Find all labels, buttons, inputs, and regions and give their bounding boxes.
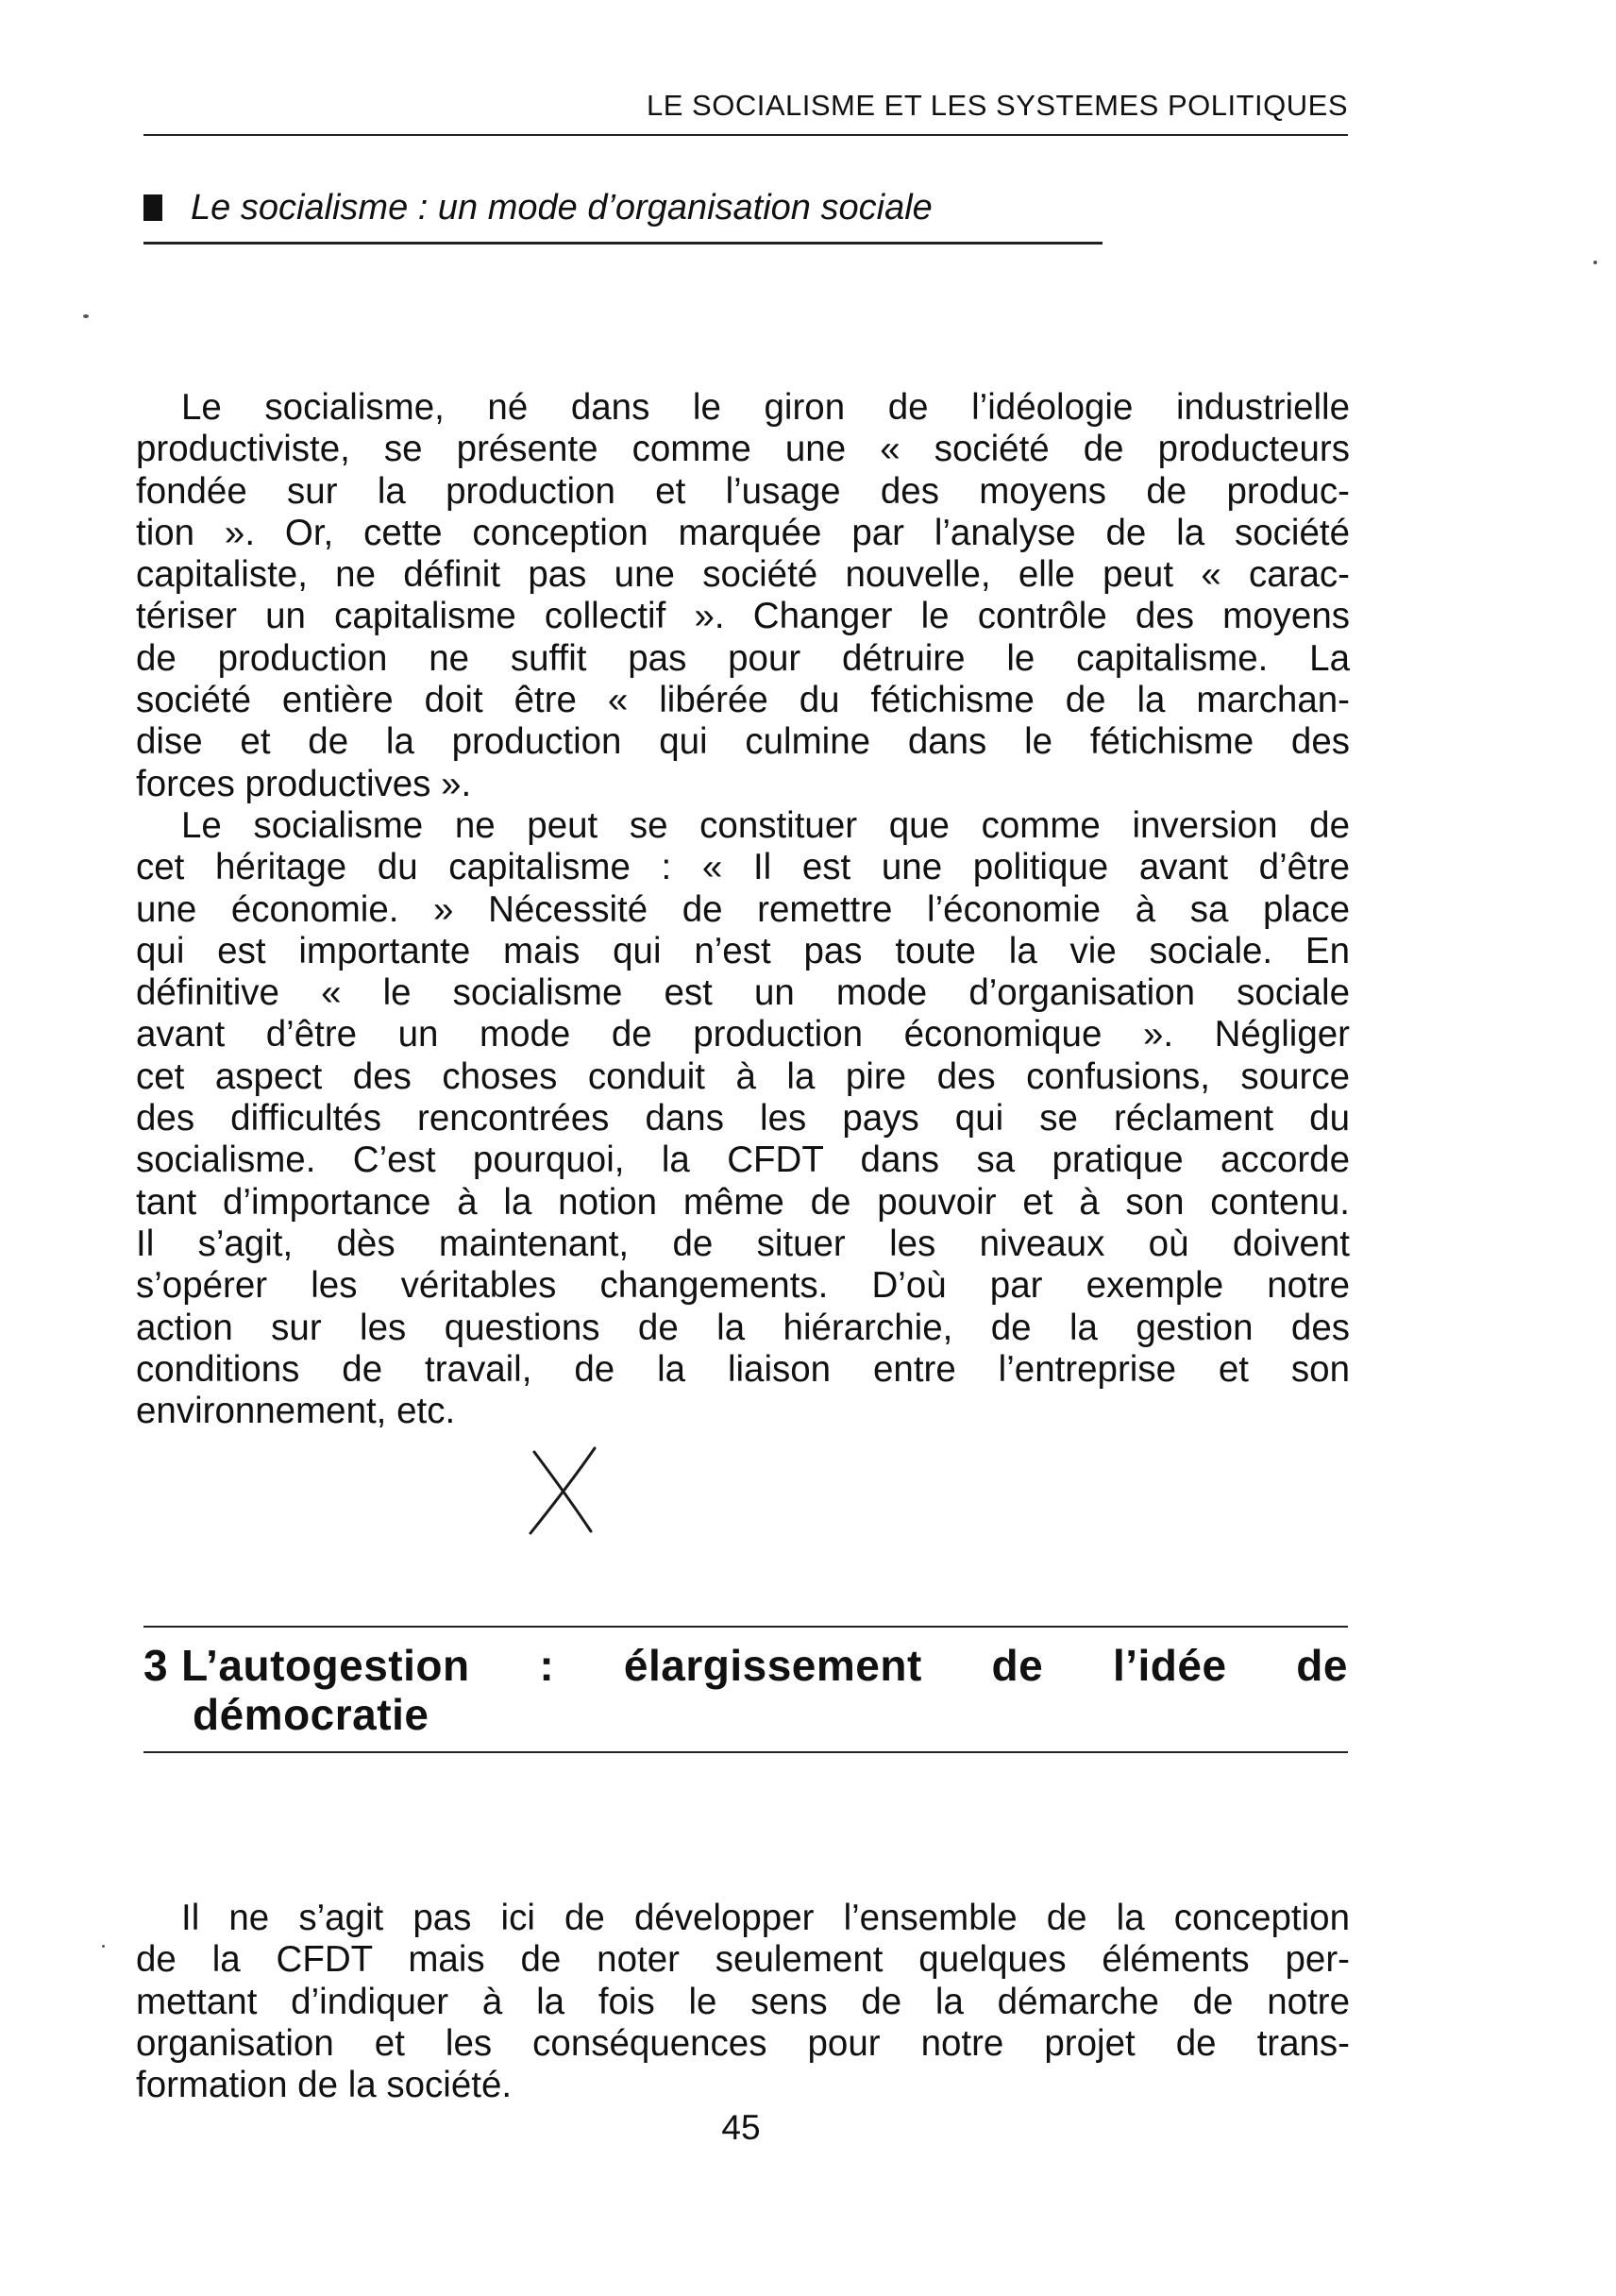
- page-number: 45: [721, 2108, 761, 2147]
- text-line: action sur les questions de la hiérarchie, de la gestion des: [136, 1307, 1350, 1348]
- section-rule-top: [143, 1626, 1348, 1628]
- text-line: forces productives ».: [136, 763, 472, 804]
- subsection-heading: [143, 185, 933, 230]
- text-line: de production ne suffit pas pour détruire le capitalisme. La: [136, 637, 1350, 679]
- scan-speck: [102, 1945, 105, 1948]
- text-line: dise et de la production qui culmine dans le fétichisme des: [136, 721, 1350, 763]
- text-line: une économie. » Nécessité de remettre l’économie à sa place: [136, 888, 1350, 930]
- body-text-block-2: [136, 1898, 1350, 2106]
- text-line: conditions de travail, de la liaison entre l’entreprise et son: [136, 1348, 1350, 1390]
- text-line: de la CFDT mais de noter seulement quelques éléments per-: [136, 1939, 1350, 1981]
- header-rule: [143, 134, 1348, 136]
- section-number: 3: [143, 1641, 169, 1690]
- running-header: LE SOCIALISME ET LES SYSTEMES POLITIQUES: [647, 89, 1348, 122]
- text-line: cet héritage du capitalisme : « Il est une politique avant d’être: [136, 847, 1350, 888]
- text-line: tant d’importance à la notion même de pouvoir et à son contenu.: [136, 1181, 1350, 1223]
- text-line: Il ne s’agit pas ici de développer l’ensemble de la conception: [181, 1898, 1350, 1938]
- text-line: mettant d’indiquer à la fois le sens de la démarche de notre: [136, 1981, 1350, 2022]
- subsection-title: Le socialisme : un mode d’organisation sociale: [191, 188, 933, 228]
- text-line: Le socialisme, né dans le giron de l’idéologie industrielle: [181, 387, 1350, 428]
- section-heading: [143, 1641, 1348, 1739]
- text-line: socialisme. C’est pourquoi, la CFDT dans sa pratique accorde: [136, 1140, 1350, 1181]
- x-mark-icon: [525, 1444, 600, 1535]
- text-line: capitaliste, ne définit pas une société nouvelle, elle peut « carac-: [136, 554, 1350, 596]
- square-bullet-icon: [143, 194, 162, 221]
- text-line: qui est importante mais qui n’est pas toute la vie sociale. En: [136, 930, 1350, 971]
- scan-speck: [83, 314, 89, 318]
- text-line: s’opérer les véritables changements. D’où par exemple notre: [136, 1265, 1350, 1307]
- section-title-line-2: démocratie: [193, 1690, 429, 1739]
- text-line: cet aspect des choses conduit à la pire des confusions, source: [136, 1055, 1350, 1097]
- text-line: fondée sur la production et l’usage des moyens de produc-: [136, 470, 1350, 512]
- text-line: organisation et les conséquences pour notre projet de trans-: [136, 2022, 1350, 2064]
- text-line: Le socialisme ne peut se constituer que comme inversion de: [181, 804, 1350, 846]
- section-rule-bottom: [143, 1751, 1348, 1753]
- text-line: tériser un capitalisme collectif ». Changer le contrôle des moyens: [136, 596, 1350, 637]
- text-line: formation de la société.: [136, 2065, 513, 2106]
- text-line: tion ». Or, cette conception marquée par l’analyse de la société: [136, 512, 1350, 553]
- text-line: environnement, etc.: [136, 1391, 456, 1432]
- text-line: productiviste, se présente comme une « société de producteurs: [136, 429, 1350, 470]
- scan-speck: [1593, 261, 1597, 264]
- section-title-line-1: L’autogestion : élargissement de l’idée de: [181, 1641, 1348, 1690]
- body-text-block-1: [136, 387, 1350, 1432]
- text-line: définitive « le socialisme est un mode d’organisation sociale: [136, 972, 1350, 1014]
- text-line: société entière doit être « libérée du fétichisme de la marchan-: [136, 680, 1350, 721]
- text-line: avant d’être un mode de production économique ». Négliger: [136, 1014, 1350, 1055]
- text-line: des difficultés rencontrées dans les pays qui se réclament du: [136, 1098, 1350, 1140]
- subsection-rule: [143, 242, 1103, 245]
- text-line: Il s’agit, dès maintenant, de situer les niveaux où doivent: [136, 1223, 1350, 1264]
